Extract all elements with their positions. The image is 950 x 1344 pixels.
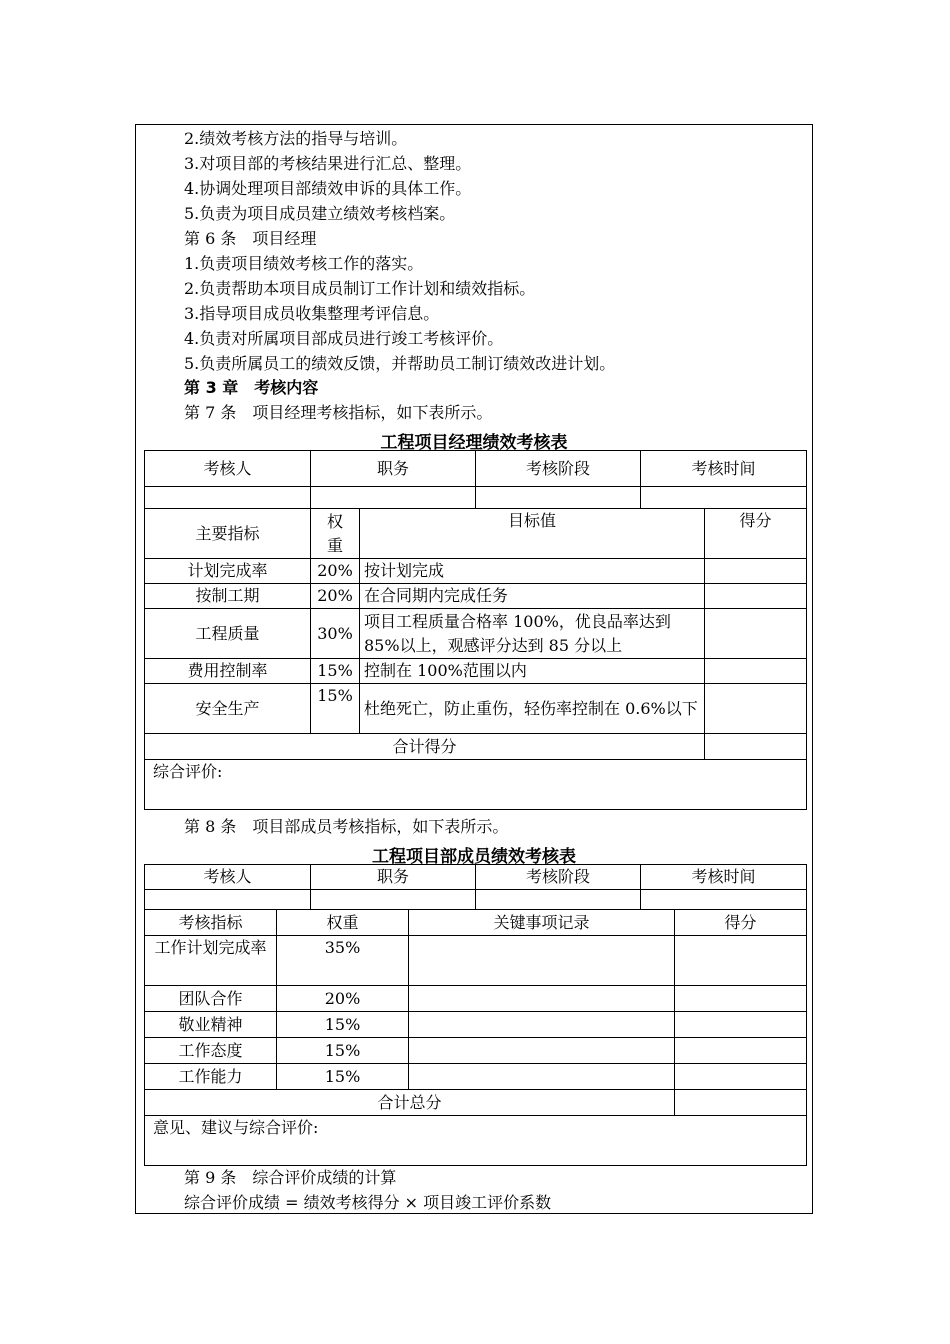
indicator-weight: 20%: [311, 584, 360, 609]
indicator-name: 工作态度: [145, 1038, 277, 1064]
indicator-target: 项目工程质量合格率 100%，优良品率达到 85%以上，观感评分达到 85 分以上: [360, 609, 705, 659]
indicator-target: 控制在 100%范围以内: [360, 659, 705, 684]
score-cell[interactable]: [675, 1064, 807, 1090]
indicator-name: 敬业精神: [145, 1012, 277, 1038]
header-time: 考核时间: [641, 451, 807, 487]
time-value[interactable]: [641, 890, 807, 910]
stage-value[interactable]: [476, 890, 641, 910]
header-stage: 考核阶段: [476, 451, 641, 487]
col-score: 得分: [675, 910, 807, 936]
score-cell[interactable]: [675, 1012, 807, 1038]
header-position: 职务: [311, 451, 476, 487]
intro-line: 4.负责对所属项目部成员进行竣工考核评价。: [184, 329, 504, 348]
table2-title: 工程项目部成员绩效考核表: [372, 847, 576, 867]
score-cell[interactable]: [705, 684, 807, 734]
score-cell[interactable]: [675, 936, 807, 986]
table1-title: 工程项目经理绩效考核表: [380, 433, 568, 453]
indicator-weight: 15%: [311, 684, 360, 734]
indicator-weight: 15%: [277, 1064, 409, 1090]
indicator-name: 团队合作: [145, 986, 277, 1012]
score-cell[interactable]: [675, 1038, 807, 1064]
article-8: 第 8 条 项目部成员考核指标，如下表所示。: [184, 817, 509, 836]
position-value[interactable]: [311, 890, 476, 910]
col-score: 得分: [705, 509, 807, 559]
key-event-cell[interactable]: [409, 1038, 675, 1064]
indicator-weight: 30%: [311, 609, 360, 659]
col-weight: 权重: [277, 910, 409, 936]
overall-comment[interactable]: 意见、建议与综合评价:: [145, 1116, 807, 1166]
key-event-cell[interactable]: [409, 936, 675, 986]
score-cell[interactable]: [675, 986, 807, 1012]
col-indicator: 考核指标: [145, 910, 277, 936]
total-score-cell[interactable]: [675, 1090, 807, 1116]
header-assessor: 考核人: [145, 451, 311, 487]
document-frame: [135, 124, 813, 1214]
intro-line: 1.负责项目绩效考核工作的落实。: [184, 254, 424, 273]
indicator-name: 费用控制率: [145, 659, 311, 684]
assessor-value[interactable]: [145, 487, 311, 509]
intro-line: 3.指导项目成员收集整理考评信息。: [184, 304, 440, 323]
indicator-weight: 20%: [311, 559, 360, 584]
stage-value[interactable]: [476, 487, 641, 509]
indicator-name: 安全生产: [145, 684, 311, 734]
indicator-name: 工程质量: [145, 609, 311, 659]
indicator-weight: 15%: [311, 659, 360, 684]
intro-line: 5.负责为项目成员建立绩效考核档案。: [184, 204, 456, 223]
indicator-target: 在合同期内完成任务: [360, 584, 705, 609]
chapter-3-heading: 第 3 章 考核内容: [184, 378, 319, 397]
manager-kpi-table: [144, 450, 807, 810]
score-cell[interactable]: [705, 609, 807, 659]
header-position: 职务: [311, 865, 476, 890]
intro-line: 2.绩效考核方法的指导与培训。: [184, 129, 408, 148]
intro-line: 5.负责所属员工的绩效反馈，并帮助员工制订绩效改进计划。: [184, 354, 616, 373]
score-cell[interactable]: [705, 584, 807, 609]
indicator-weight: 35%: [277, 936, 409, 986]
article-9: 第 9 条 综合评价成绩的计算: [184, 1168, 397, 1187]
position-value[interactable]: [311, 487, 476, 509]
header-assessor: 考核人: [145, 865, 311, 890]
indicator-weight: 15%: [277, 1012, 409, 1038]
time-value[interactable]: [641, 487, 807, 509]
key-event-cell[interactable]: [409, 1012, 675, 1038]
intro-line: 3.对项目部的考核结果进行汇总、整理。: [184, 154, 472, 173]
total-score-label: 合计得分: [145, 734, 705, 760]
col-weight: 权重: [311, 509, 360, 559]
header-stage: 考核阶段: [476, 865, 641, 890]
intro-line: 4.协调处理项目部绩效申诉的具体工作。: [184, 179, 472, 198]
total-score-label: 合计总分: [145, 1090, 675, 1116]
article-7: 第 7 条 项目经理考核指标，如下表所示。: [184, 403, 493, 422]
assessor-value[interactable]: [145, 890, 311, 910]
formula: 综合评价成绩 = 绩效考核得分 × 项目竣工评价系数: [184, 1193, 552, 1212]
indicator-name: 工作计划完成率: [145, 936, 277, 986]
article-6-heading: 第 6 条 项目经理: [184, 229, 317, 248]
header-time: 考核时间: [641, 865, 807, 890]
intro-line: 2.负责帮助本项目成员制订工作计划和绩效指标。: [184, 279, 536, 298]
total-score-cell[interactable]: [705, 734, 807, 760]
key-event-cell[interactable]: [409, 1064, 675, 1090]
indicator-name: 工作能力: [145, 1064, 277, 1090]
indicator-weight: 20%: [277, 986, 409, 1012]
member-kpi-table: [144, 864, 807, 1166]
overall-comment[interactable]: 综合评价:: [145, 760, 807, 810]
key-event-cell[interactable]: [409, 986, 675, 1012]
score-cell[interactable]: [705, 559, 807, 584]
indicator-weight: 15%: [277, 1038, 409, 1064]
col-indicator: 主要指标: [145, 509, 311, 559]
indicator-name: 按制工期: [145, 584, 311, 609]
indicator-target: 按计划完成: [360, 559, 705, 584]
col-target: 目标值: [360, 509, 705, 559]
indicator-name: 计划完成率: [145, 559, 311, 584]
score-cell[interactable]: [705, 659, 807, 684]
indicator-target: 杜绝死亡，防止重伤，轻伤率控制在 0.6%以下: [360, 684, 705, 734]
col-key-events: 关键事项记录: [409, 910, 675, 936]
